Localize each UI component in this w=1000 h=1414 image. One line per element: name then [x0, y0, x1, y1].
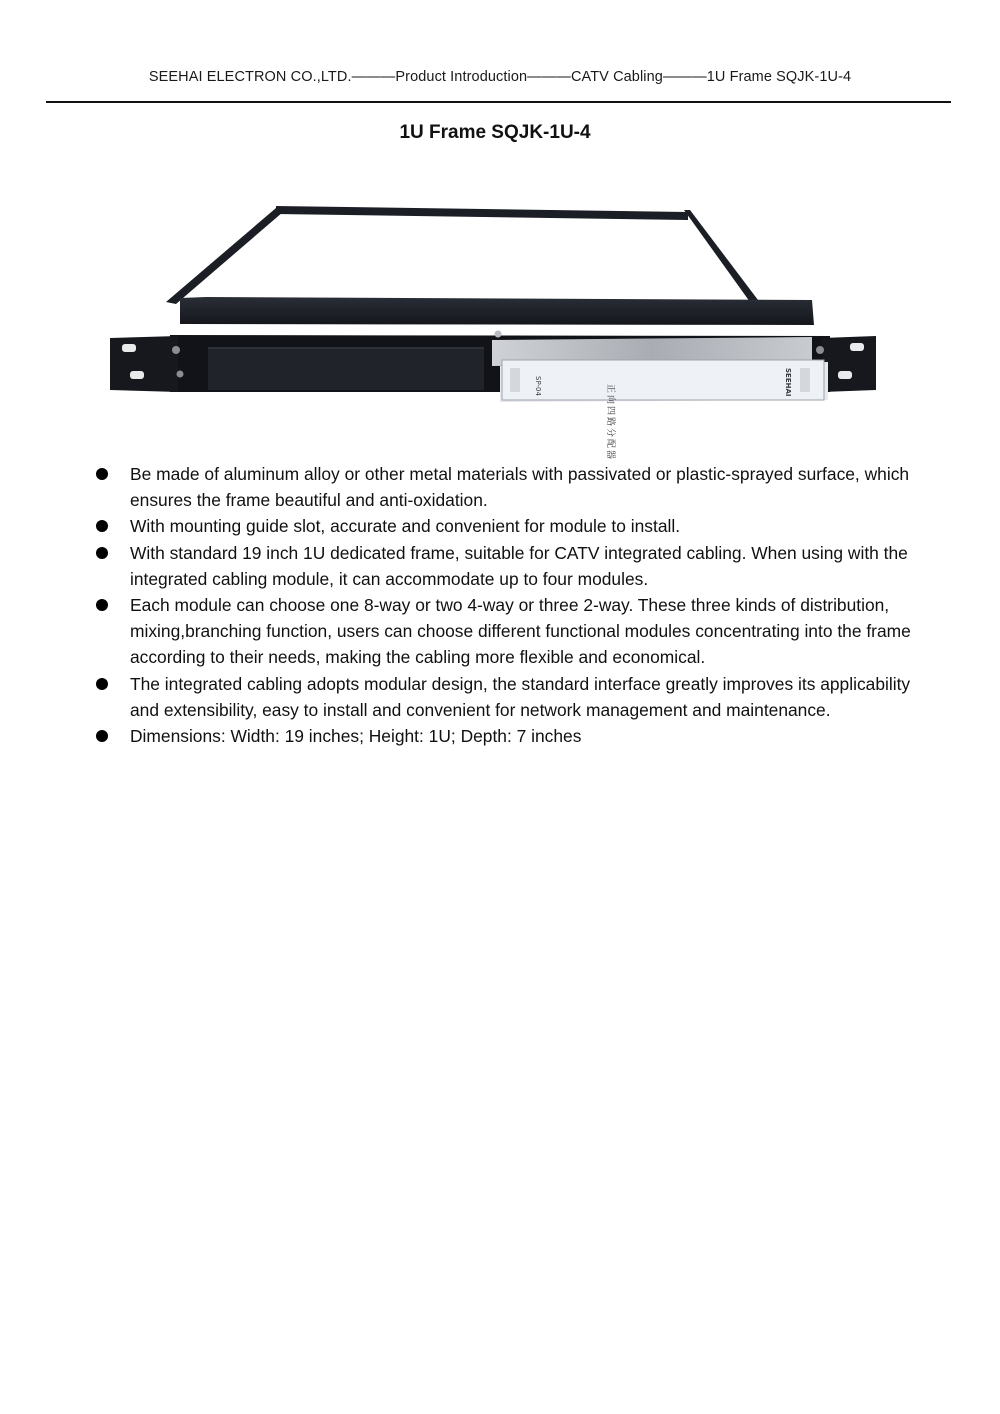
list-item	[96, 513, 916, 539]
feature-list	[96, 461, 916, 749]
list-item	[96, 461, 916, 513]
bullet-icon	[96, 730, 108, 742]
product-photo	[100, 190, 890, 462]
list-item	[96, 592, 916, 671]
list-item	[96, 723, 916, 749]
module-chinese-label: 正向四路分配器	[605, 384, 615, 462]
feature-text: With mounting guide slot, accurate and convenient for module to install.	[130, 516, 681, 537]
bullet-icon	[96, 547, 108, 559]
module-brand-label: SEEHAI	[784, 368, 792, 397]
running-header: SEEHAI ELECTRON CO.,LTD.———Product Introduction———CATV Cabling———1U Frame SQJK-1U-4	[148, 69, 852, 85]
bullet-icon	[96, 520, 108, 532]
bullet-icon	[96, 468, 108, 480]
feature-text: Be made of aluminum alloy or other metal materials with passivated or plastic-sprayed surface, which ensures the frame beautiful and anti-oxidation.	[130, 464, 910, 511]
feature-text: Each module can choose one 8-way or two 4-way or three 2-way. These three kinds of distribution, mixing,branching function, users can choose different functional modules concentrating into the frame according to their needs, making the cabling more flexible and economical.	[130, 595, 911, 668]
list-item	[96, 671, 916, 723]
feature-text: With standard 19 inch 1U dedicated frame, suitable for CATV integrated cabling. When using with the integrated cabling module, it can accommodate up to four modules.	[130, 542, 908, 589]
header-rule	[46, 101, 951, 103]
bullet-icon	[96, 678, 108, 690]
document-title: 1U Frame SQJK-1U-4	[399, 122, 591, 143]
list-item	[96, 540, 916, 592]
cabling-module	[492, 337, 828, 461]
module-model-label: SP-04	[534, 376, 542, 396]
bullet-icon	[96, 599, 108, 611]
feature-text: The integrated cabling adopts modular design, the standard interface greatly improves its applicability and extensibility, easy to install and convenient for network management and maintenance.	[130, 673, 911, 720]
feature-text: Dimensions: Width: 19 inches; Height: 1U; Depth: 7 inches	[130, 726, 582, 747]
